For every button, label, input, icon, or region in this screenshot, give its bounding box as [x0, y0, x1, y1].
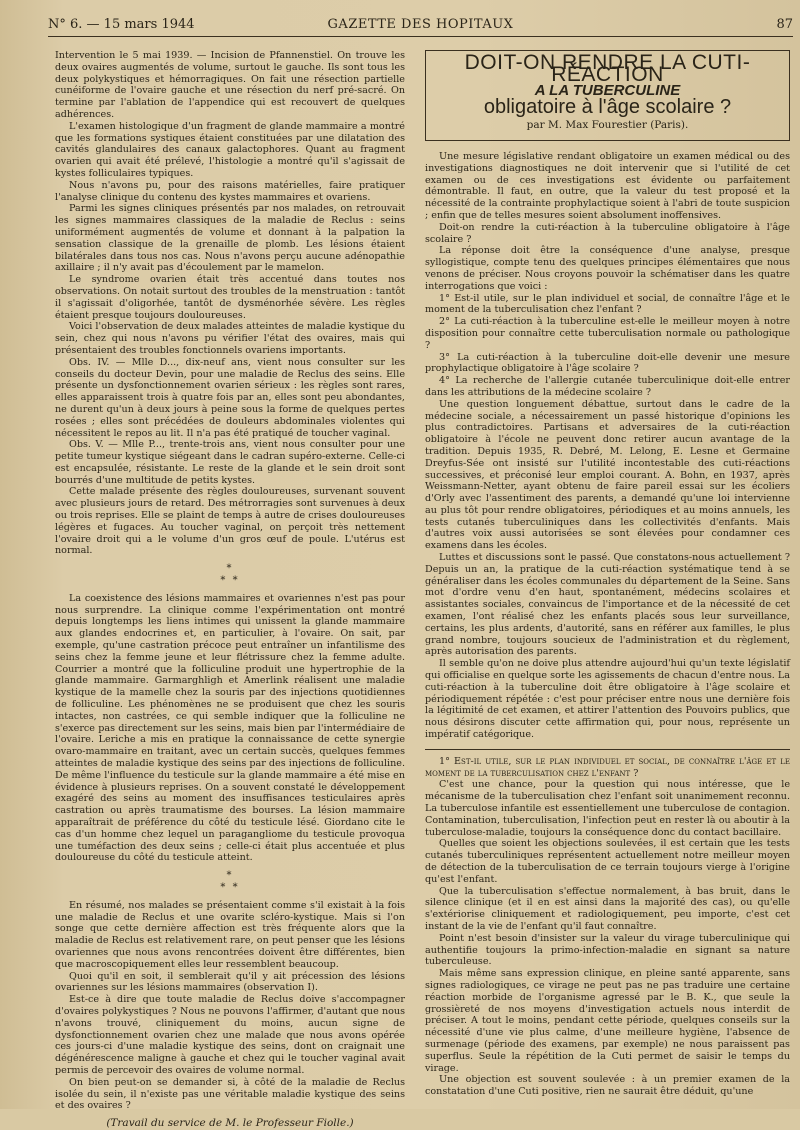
paragraph: Doit-on rendre la cuti-réaction à la tuberculine obligatoire à l'âge scolaire ?	[425, 221, 790, 245]
article-title-line2: A LA TUBERCULINE	[534, 81, 681, 99]
right-column	[425, 50, 790, 1100]
article-title-line1: DOIT-ON RENDRE LA CUTI-RÉACTION	[464, 51, 751, 86]
paragraph: Quelles que soient les objections soulevées, il est certain que les tests cutanés tuberculiniques représentent actuellement notre meilleur moyen de détection de la tuberculisation de ce terrain toujours vierge à l'origine qu'est l'enfant.	[425, 838, 790, 885]
page-number: 87	[776, 17, 793, 32]
paragraph: C'est une chance, pour la question qui nous intéresse, que le mécanisme de la tuberculisation chez l'enfant soit unanimement reconnu. La tuberculose infantile est essentiellement une tuberculose de contagion. Contamination, tuberculisation, l'infection peut en rester là ou aboutir à la tuberculose-maladie, toujours la conséquence donc du contact bacillaire.	[425, 779, 790, 838]
paragraph: La coexistence des lésions mammaires et ovariennes n'est pas pour nous surprendre. La clinique comme l'expérimentation ont montré depuis longtemps les liens intimes qui unissent la glande mammaire aux glandes endocrines et, en particulier, à l'ovaire. On sait, par exemple, qu'une castration précoce peut entraîner un infantilisme des seins chez la femme jeune et leur flétrissure chez la femme adulte. Courrier a montré que la folliculine produit une hypertrophie de la glande mammaire. Garmarghligh et Amerlink réalisent une maladie kystique de la mamelle chez la souris par des injections quotidiennes de folliculine. Les phénomènes ne se produisent que chez les souris intactes, non castrées, ce qui semble indiquer que la folliculine ne s'exerce pas directement sur les seins, mais bien par l'intermédiaire de l'ovaire. Leriche a mis en pratique la connaissance de cette synergie ovaro-mammaire en traitant, avec un certain succès, quelques femmes atteintes de maladie kystique des seins par des injections de folliculine. De même l'influence du testicule sur la glande mammaire a été mise en évidence à plusieurs reprises. On a souvent constaté le développement exagéré des seins au moment des insuffisances testiculaires après castration ou après traumatisme des bourses. La lésion mammaire apparaîtrait de préférence du côté du testicule lésé. Giordano cite le cas d'un homme chez lequel un paragangliome du testicule provoqua une tuméfaction des deux seins ; celle-ci était plus accentuée et plus douloureuse du côté du testicule atteint.	[55, 592, 405, 864]
paragraph: L'examen histologique d'un fragment de glande mammaire a montré que les formations systiques étaient constituées par une dilatation des cavités glandulaires des canaux galactophores. Quant au fragment ovarien qui avait été prélevé, l'histologie a montré qu'il s'agissait de kystes folliculaires typiques.	[55, 120, 405, 179]
observation-v: Obs. V. — Mlle P..., trente-trois ans, vient nous consulter pour une petite tumeur kystique siégeant dans le cadran supéro-externe. Celle-ci est encapsulée, résistante. Le reste de la glande et le sein droit sont bourrés d'une multitude de petits kystes.	[55, 439, 405, 486]
paragraph: Intervention le 5 mai 1939. — Incision de Pfannenstiel. On trouve les deux ovaires augmentés de volume, surtout le gauche. Ils sont tous les deux polykystiques et hémorragiques. On fait une résection partielle cunéiforme de l'ovaire gauche et une résection du nerf pré-sacré. On termine par l'ablation de l'appendice qui est recouvert de quelques adhérences.	[55, 50, 405, 120]
observation-iv: Obs. IV. — Mlle D..., dix-neuf ans, vient nous consulter sur les conseils du docteur Devin, pour une maladie de Reclus des seins. Elle présente un dysfonctionnement ovarien sérieux : les règles sont rares, elles apparaissent trois à quatre fois par an, elles sont peu abondantes, ne durent qu'un à deux jours à peine sous la forme de quelques pertes rosées ; elles sont précédées de douleurs abdominales violentes qui nécessitent le repos au lit. Il n'a pas été pratiqué de toucher vaginal.	[55, 356, 405, 439]
paragraph: Parmi les signes cliniques présentés par nos malades, on retrouvait les signes mammaires classiques de la maladie de Reclus : seins uniformément augmentés de volume et donnant à la palpation la sensation classique de la grenaille de plomb. Les lésions étaient bilatérales dans tous nos cas. Nous n'avons perçu aucune adénopathie axillaire ; il n'y avait pas d'écoulement par le mamelon.	[55, 203, 405, 274]
paragraph: Point n'est besoin d'insister sur la valeur du virage tuberculinique qui authentifie toujours la primo-infection-maladie en signant sa nature tuberculeuse.	[425, 932, 790, 968]
paragraph: Que la tuberculisation s'effectue normalement, à bas bruit, dans le silence clinique (et il en est ainsi dans la majorité des cas), ou qu'elle s'extériorise cliniquement et radiologiquement, peu importe, c'est cet instant de la vie de l'enfant qu'il faut connaître.	[425, 885, 790, 932]
article-title-box	[425, 50, 790, 141]
issue-info: N° 6. — 15 mars 1944	[48, 17, 195, 32]
question-4: 4° La recherche de l'allergie cutanée tuberculinique doit-elle entrer dans les attributions de la médecine scolaire ?	[425, 375, 790, 398]
journal-title: GAZETTE DES HOPITAUX	[327, 17, 514, 32]
paragraph: Le syndrome ovarien était très accentué dans toutes nos observations. On notait surtout des troubles de la menstruation : tantôt il s'agissait d'oligorhée, tantôt de dysménorhée sévère. Les règles étaient presque toujours douloureuses.	[55, 274, 405, 321]
page-header	[48, 14, 793, 37]
question-1: 1° Est-il utile, sur le plan individuel et social, de connaître l'âge et le moment de la tuberculisation chez l'enfant ?	[425, 292, 790, 316]
question-2: 2° La cuti-réaction à la tuberculine est-elle le meilleur moyen à notre disposition pour connaître cette tuberculisation normale ou pathologique ?	[425, 316, 790, 351]
article-title-line3: obligatoire à l'âge scolaire ?	[483, 96, 732, 119]
left-column	[55, 50, 405, 1130]
paragraph: On bien peut-on se demander si, à côté de la maladie de Reclus isolée du sein, il n'existe pas une véritable maladie kystique des seins et des ovaires ?	[55, 1076, 405, 1112]
section-separator: * * *	[220, 870, 240, 893]
paragraph: Quoi qu'il en soit, il semblerait qu'il y ait précession des lésions ovariennes sur les lésions mammaires (observation I).	[55, 970, 405, 994]
paragraph: Une objection est souvent soulevée : à un premier examen de la constatation d'une Cuti positive, rien ne saurait être déduit, qu'une	[425, 1074, 790, 1098]
article-byline: par M. Max Fourestier (Paris).	[526, 119, 689, 132]
question-3: 3° La cuti-réaction à la tuberculine doit-elle devenir une mesure prophylactique obligatoire à l'âge scolaire ?	[425, 351, 790, 375]
paragraph: La réponse doit être la conséquence d'une analyse, presque syllogistique, compte tenu des quelques principes élémentaires que nous venons de préciser. Nous croyons pouvoir la schématiser dans les quatre interrogations que voici :	[425, 245, 790, 292]
paragraph: Voici l'observation de deux malades atteintes de maladie kystique du sein, chez qui nous n'avons pu vérifier l'état des ovaires, mais qui présentaient des troubles fonctionnels ovariens importants.	[55, 321, 405, 356]
divider	[425, 749, 790, 750]
paragraph: Une question longuement débattue, surtout dans le cadre de la médecine sociale, a nécessairement un passé historique d'opinions les plus contradictoires. Partisans et adversaires de la cuti-réaction obligatoire à l'école ne peuvent donc retirer aucun avantage de la tradition. Depuis 1935, R. Debré, M. Lelong, E. Lesne et Germaine Dreyfus-Sée ont insisté sur l'utilité incontestable des cuti-réactions successives, et préconisé leur emploi courant. A. Bohn, en 1937, après Weissmann-Netter, ayant obtenu de faire pareil essai sur les écoliers d'Orly avec l'assentiment des parents, a demandé qu'une loi intervienne au plus tôt pour rendre obligatoires, périodiques et au moins annuels, les tests cutanés tuberculiniques dans les collectivités d'enfants. Mais d'autres voix aussi autorisées se sont élevées pour condamner ces examens dans les écoles.	[425, 398, 790, 552]
article-credit: (Travail du service de M. le Professeur Fiolle.)	[106, 1117, 354, 1130]
section-separator: * * *	[220, 563, 240, 587]
paragraph: Luttes et discussions sont le passé. Que constatons-nous actuellement ? Depuis un an, la pratique de la cuti-réaction systématique tend à se généraliser dans les écoles communales du département de la Seine. Sans mot d'ordre venu d'en haut, spontanément, médecins scolaires et assistantes sociales, convaincus de l'importance et de la nécessité de cet examen, l'ont réalisé chez les enfants placés sous leur surveillance, certains, les plus ardents, d'autorité, sans en référer aux familles, le plus grand nombre, toujours soucieux de l'administration et du règlement, après autorisation des parents.	[425, 552, 790, 658]
paragraph: Nous n'avons pu, pour des raisons matérielles, faire pratiquer l'analyse clinique du contenu des kystes mammaires et ovariens.	[55, 179, 405, 203]
paragraph: Mais même sans expression clinique, en pleine santé apparente, sans signes radiologiques, ce virage ne peut pas ne pas traduire une certaine réaction morbide de l'organisme agressé par le B. K., que seule la grossièreté de nos moyens d'investigation actuels nous interdit de préciser. A tout le moins, pendant cette période, quelques conseils sur la nécessité d'une vie plus calme, d'une meilleure hygiène, l'absence de surmenage (période des examens, par exemple) ne nous paraissent pas superflus. Seule la répétition de la Cuti permet de saisir le temps du virage.	[425, 968, 790, 1074]
paragraph: Une mesure législative rendant obligatoire un examen médical ou des investigations diagnostiques ne doit intervenir que si l'utilité de cet examen ou de ces investigations est évidente ou parfaitement démontrable. Il faut, en outre, que la valeur du test proposé et la nécessité de la contrainte prophylactique soient à l'abri de toute suspicion ; enfin que de telles mesures soient absolument inoffensives.	[425, 150, 790, 221]
paragraph: Est-ce à dire que toute maladie de Reclus doive s'accompagner d'ovaires polykystiques ? Nous ne pouvons l'affirmer, d'autant que nous n'avons trouvé, cliniquement du moins, aucun signe de dysfonctionnement ovarien chez une malade que nous avons opérée ces jours-ci d'une maladie kystique des seins, dont on craignait une dégénérescence maligne à gauche et chez qui le toucher vaginal avait permis de percevoir des ovaires de volume normal.	[55, 994, 405, 1076]
paragraph: Il semble qu'on ne doive plus attendre aujourd'hui qu'un texte législatif qui officialise en quelque sorte les agissements de chacun d'entre nous. La cuti-réaction à la tuberculine doit être obligatoire à l'âge scolaire et périodiquement répétée : c'est pour préciser entre nous une dernière fois la légitimité de cet examen, et attirer l'attention des Pouvoirs publics, que nous désirons discuter cette affirmation qui, pour nous, représente un impératif catégorique.	[425, 658, 790, 741]
paragraph: Cette malade présente des règles douloureuses, survenant souvent avec plusieurs jours de retard. Des métrorragies sont survenues à deux ou trois reprises. Elle se plaint de temps à autre de crises douloureuses légères et fugaces. Au toucher vaginal, on perçoit très nettement l'ovaire droit qui a le volume d'un gros œuf de poule. L'utérus est normal.	[55, 486, 405, 557]
section-heading: 1° Est-il utile, sur le plan individuel et social, de connaître l'âge et le moment de la tuberculisation chez l'enfant ?	[425, 755, 790, 779]
paragraph: En résumé, nos malades se présentaient comme s'il existait à la fois une maladie de Reclus et une ovarite scléro-kystique. Mais si l'on songe que cette dernière affection est très fréquente alors que la maladie de Reclus est relativement rare, on peut penser que les lésions ovariennes que nous avons rencontrées doivent être différentes, bien que macroscopiquement elles leur ressemblent beaucoup.	[55, 899, 405, 970]
